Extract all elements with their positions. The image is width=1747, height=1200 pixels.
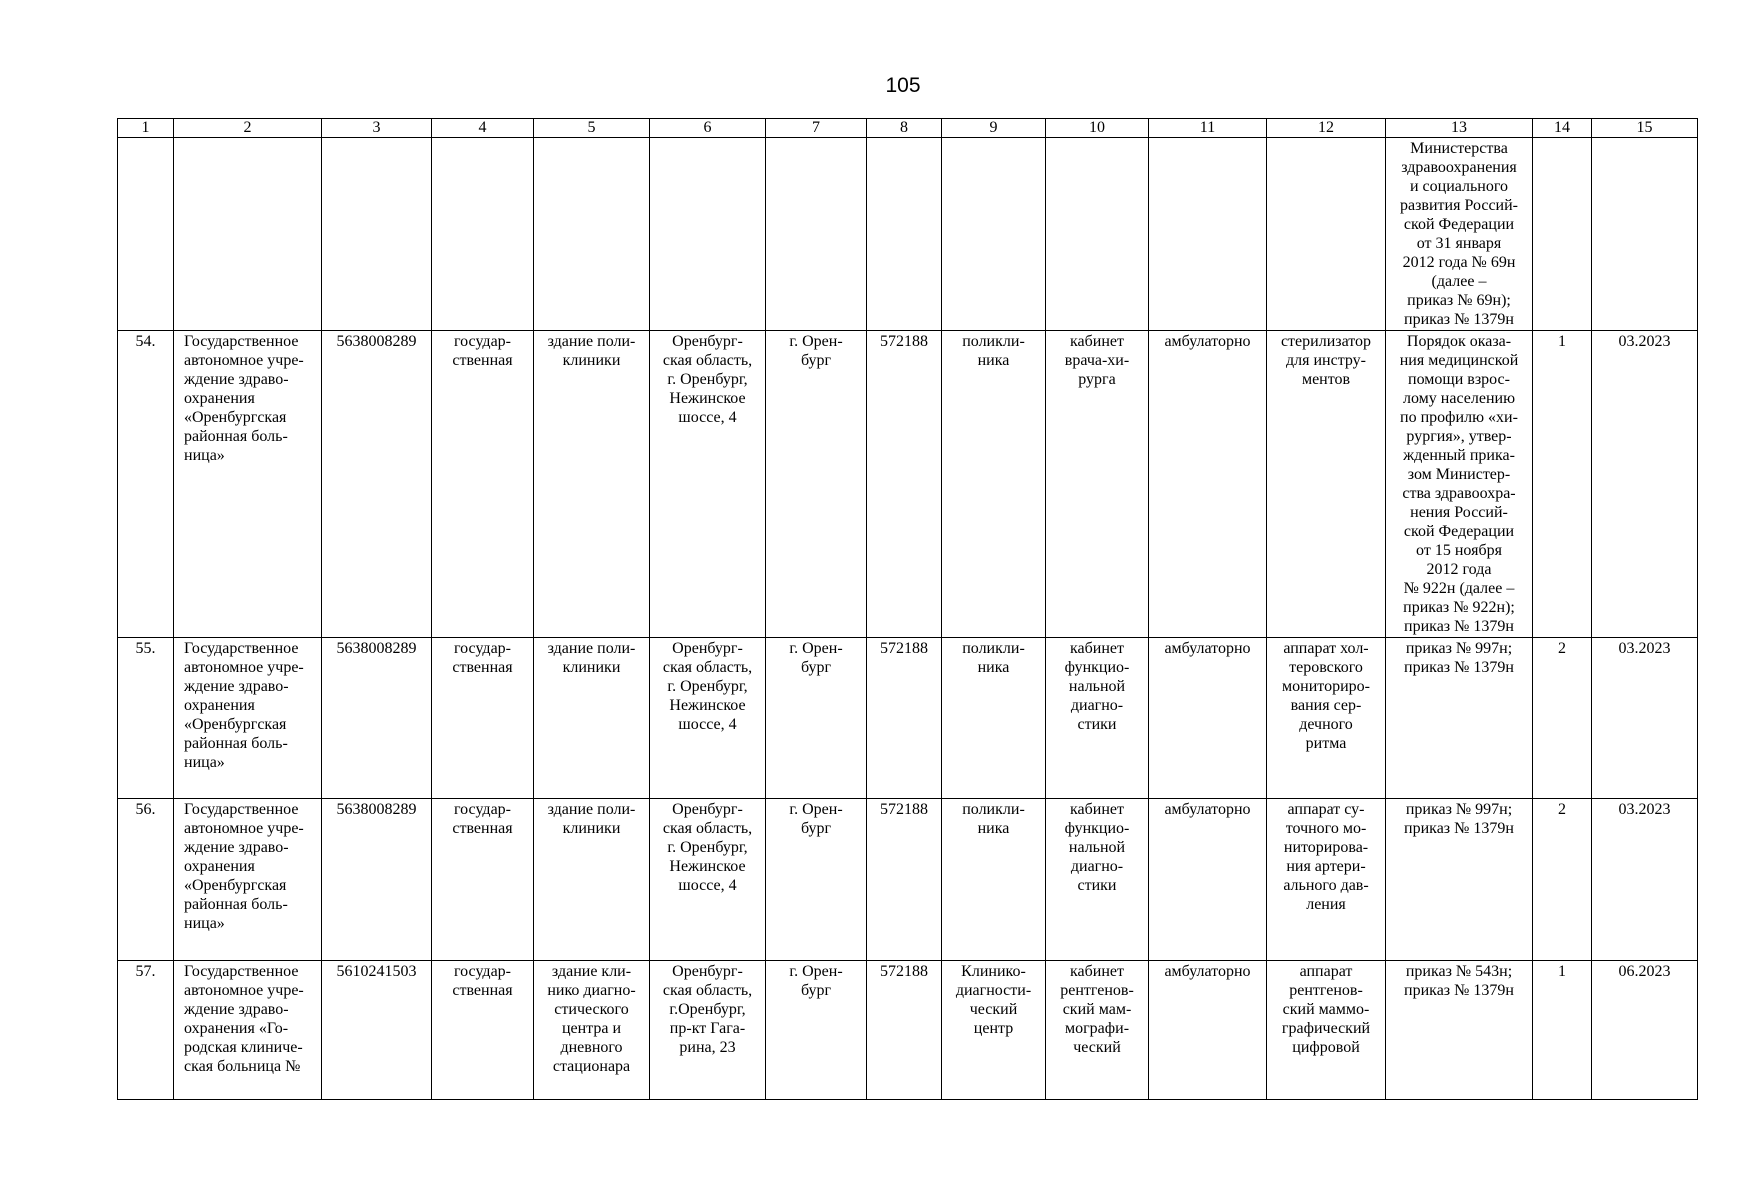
cell-room: кабинет рентгенов- ский мам- мографи- ческий bbox=[1046, 961, 1149, 1100]
column-number: 3 bbox=[322, 119, 432, 138]
column-number-row bbox=[118, 119, 1698, 138]
cell-settlement: г. Орен- бург bbox=[766, 799, 867, 961]
cell-quantity: 2 bbox=[1533, 638, 1592, 799]
column-number: 4 bbox=[432, 119, 534, 138]
cell-empty bbox=[1046, 138, 1149, 331]
column-number: 11 bbox=[1149, 119, 1267, 138]
cell-ownership: государ- ственная bbox=[432, 799, 534, 961]
cell-organization: Государственное автономное учре- ждение здраво- охранения «Го- родская клиниче- ская больница № bbox=[174, 961, 322, 1100]
cell-row-number: 57. bbox=[118, 961, 174, 1100]
cell-organization: Государственное автономное учре- ждение здраво- охранения «Оренбургская районная боль- ница» bbox=[174, 638, 322, 799]
table-row bbox=[118, 638, 1698, 799]
column-number: 15 bbox=[1592, 119, 1698, 138]
cell-unit: поликли- ника bbox=[942, 799, 1046, 961]
table-row-continuation bbox=[118, 138, 1698, 331]
cell-inn: 5638008289 bbox=[322, 799, 432, 961]
cell-settlement: г. Орен- бург bbox=[766, 638, 867, 799]
cell-settlement: г. Орен- бург bbox=[766, 961, 867, 1100]
cell-basis: Министерства здравоохранения и социального развития Россий- ской Федерации от 31 января 2012 года № 69н (далее – приказ № 69н); приказ № 1379н bbox=[1386, 138, 1533, 331]
cell-row-number: 54. bbox=[118, 331, 174, 638]
table-row bbox=[118, 961, 1698, 1100]
table-row bbox=[118, 799, 1698, 961]
cell-address: Оренбург- ская область, г. Оренбург, Нежинское шоссе, 4 bbox=[650, 331, 766, 638]
column-number: 13 bbox=[1386, 119, 1533, 138]
cell-empty bbox=[942, 138, 1046, 331]
cell-basis: приказ № 543н; приказ № 1379н bbox=[1386, 961, 1533, 1100]
cell-condition: амбулаторно bbox=[1149, 638, 1267, 799]
column-number: 1 bbox=[118, 119, 174, 138]
cell-unit: поликли- ника bbox=[942, 331, 1046, 638]
cell-empty bbox=[118, 138, 174, 331]
cell-equipment: стерилизатор для инстру- ментов bbox=[1267, 331, 1386, 638]
cell-ownership: государ- ственная bbox=[432, 961, 534, 1100]
cell-unit: поликли- ника bbox=[942, 638, 1046, 799]
cell-date: 03.2023 bbox=[1592, 799, 1698, 961]
cell-empty bbox=[1149, 138, 1267, 331]
cell-row-number: 55. bbox=[118, 638, 174, 799]
cell-room: кабинет функцио- нальной диагно- стики bbox=[1046, 638, 1149, 799]
cell-date: 06.2023 bbox=[1592, 961, 1698, 1100]
cell-code: 572188 bbox=[867, 331, 942, 638]
page-number: 105 bbox=[885, 74, 921, 97]
cell-empty bbox=[322, 138, 432, 331]
cell-ownership: государ- ственная bbox=[432, 638, 534, 799]
cell-inn: 5610241503 bbox=[322, 961, 432, 1100]
cell-empty bbox=[1592, 138, 1698, 331]
column-number: 5 bbox=[534, 119, 650, 138]
cell-equipment: аппарат рентгенов- ский маммо- графический цифровой bbox=[1267, 961, 1386, 1100]
cell-quantity: 2 bbox=[1533, 799, 1592, 961]
column-number: 6 bbox=[650, 119, 766, 138]
column-number: 12 bbox=[1267, 119, 1386, 138]
cell-address: Оренбург- ская область, г. Оренбург, Нежинское шоссе, 4 bbox=[650, 799, 766, 961]
cell-building: здание поли- клиники bbox=[534, 331, 650, 638]
column-number: 10 bbox=[1046, 119, 1149, 138]
cell-condition: амбулаторно bbox=[1149, 799, 1267, 961]
column-number: 8 bbox=[867, 119, 942, 138]
equipment-table bbox=[117, 118, 1698, 1100]
cell-code: 572188 bbox=[867, 799, 942, 961]
cell-row-number: 56. bbox=[118, 799, 174, 961]
column-number: 7 bbox=[766, 119, 867, 138]
column-number: 14 bbox=[1533, 119, 1592, 138]
cell-settlement: г. Орен- бург bbox=[766, 331, 867, 638]
cell-equipment: аппарат су- точного мо- ниторирова- ния артери- ального дав- ления bbox=[1267, 799, 1386, 961]
cell-empty bbox=[1267, 138, 1386, 331]
cell-building: здание кли- нико диагно- стического центра и дневного стационара bbox=[534, 961, 650, 1100]
cell-empty bbox=[432, 138, 534, 331]
cell-date: 03.2023 bbox=[1592, 638, 1698, 799]
cell-code: 572188 bbox=[867, 961, 942, 1100]
cell-empty bbox=[174, 138, 322, 331]
cell-ownership: государ- ственная bbox=[432, 331, 534, 638]
cell-condition: амбулаторно bbox=[1149, 961, 1267, 1100]
table-row bbox=[118, 331, 1698, 638]
cell-date: 03.2023 bbox=[1592, 331, 1698, 638]
cell-organization: Государственное автономное учре- ждение здраво- охранения «Оренбургская районная боль- ница» bbox=[174, 331, 322, 638]
cell-organization: Государственное автономное учре- ждение здраво- охранения «Оренбургская районная боль- ница» bbox=[174, 799, 322, 961]
cell-equipment: аппарат хол- теровского мониториро- вания сер- дечного ритма bbox=[1267, 638, 1386, 799]
cell-address: Оренбург- ская область, г. Оренбург, Нежинское шоссе, 4 bbox=[650, 638, 766, 799]
cell-room: кабинет врача-хи- рурга bbox=[1046, 331, 1149, 638]
column-number: 9 bbox=[942, 119, 1046, 138]
cell-quantity: 1 bbox=[1533, 331, 1592, 638]
cell-room: кабинет функцио- нальной диагно- стики bbox=[1046, 799, 1149, 961]
cell-empty bbox=[650, 138, 766, 331]
cell-empty bbox=[1533, 138, 1592, 331]
cell-code: 572188 bbox=[867, 638, 942, 799]
cell-empty bbox=[867, 138, 942, 331]
cell-basis: приказ № 997н; приказ № 1379н bbox=[1386, 799, 1533, 961]
cell-quantity: 1 bbox=[1533, 961, 1592, 1100]
cell-basis: приказ № 997н; приказ № 1379н bbox=[1386, 638, 1533, 799]
cell-basis: Порядок оказа- ния медицинской помощи взрос- лому населению по профилю «хи- рургия», утвер- жденный прика- зом Министер- ства здравоохра- нения Россий- ской Федерации от 15 ноября 2012 года № 922н (далее – приказ № 922н); приказ № 1379н bbox=[1386, 331, 1533, 638]
column-number: 2 bbox=[174, 119, 322, 138]
cell-building: здание поли- клиники bbox=[534, 799, 650, 961]
cell-condition: амбулаторно bbox=[1149, 331, 1267, 638]
cell-empty bbox=[534, 138, 650, 331]
cell-address: Оренбург- ская область, г.Оренбург, пр-кт Гага- рина, 23 bbox=[650, 961, 766, 1100]
cell-unit: Клинико- диагности- ческий центр bbox=[942, 961, 1046, 1100]
cell-inn: 5638008289 bbox=[322, 331, 432, 638]
cell-building: здание поли- клиники bbox=[534, 638, 650, 799]
cell-empty bbox=[766, 138, 867, 331]
cell-inn: 5638008289 bbox=[322, 638, 432, 799]
